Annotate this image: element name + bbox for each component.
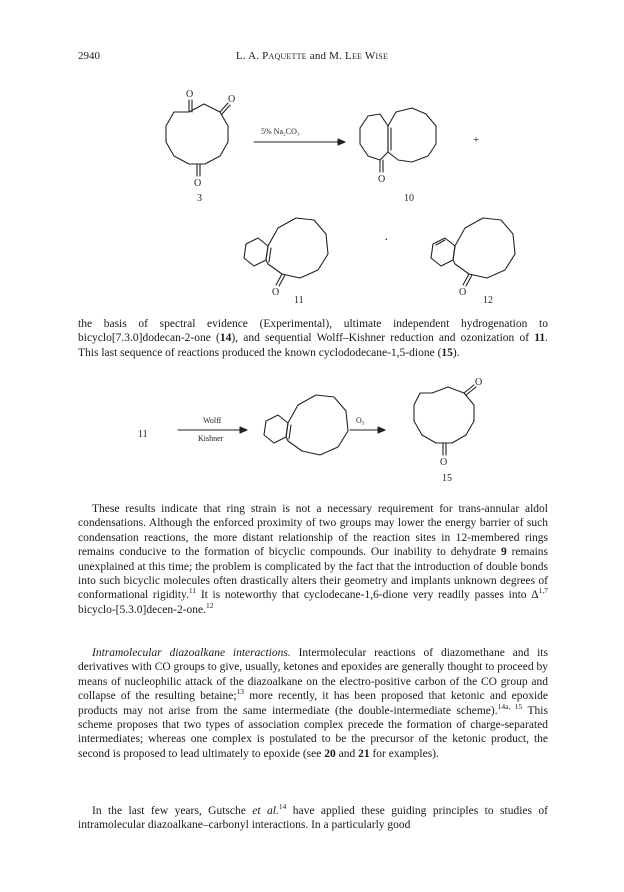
compound-ref-14: 14 <box>219 332 232 345</box>
paragraph-2-text-c: It is noteworthy that cyclodecane-1,6-dione very readily passes into Δ <box>196 589 539 602</box>
author2-name: Lee Wise <box>345 50 389 62</box>
paragraph-3-text-d: for examples). <box>369 747 439 760</box>
reaction-scheme-1 <box>0 78 624 313</box>
paragraph-1-text-d: ). <box>452 346 460 359</box>
arrow-head-2 <box>240 427 247 433</box>
plus-sign: + <box>473 134 480 146</box>
paragraph-4-text-a: In the last few years, Gutsche <box>92 805 253 817</box>
arrow-head-3 <box>378 427 385 433</box>
compound-10-structure <box>360 108 436 185</box>
paragraph-1-text-a: the basis of spectral evidence (Experimental), ultimate independent hydrogenation to bicyclo[7.3.0]dodecan-2-one ( <box>78 318 548 345</box>
wolff-label: Wolff <box>203 416 222 425</box>
author1-name: Paquette <box>262 50 307 62</box>
et-al: et al. <box>252 805 279 817</box>
paragraph-4-text-b: have applied these guiding principles to studies of intramolecular diazoalkane–carbonyl interactions. In a particularly good <box>78 805 548 832</box>
paragraph-2-text-b: remains unexplained at this time; the problem is complicated by the fact that the introduction of double bonds into such bicyclic molecules often drastically alters their geometry and implants unknown degrees of conformational rigidity. <box>78 546 548 602</box>
compound-ref-21: 21 <box>358 747 370 760</box>
reference-14a-15: 14a, 15 <box>497 701 523 711</box>
paragraph-3-text-and: and <box>335 747 359 760</box>
delta-superscript: 1,7 <box>538 586 548 596</box>
bicyclic-hydrocarbon-structure <box>264 395 348 455</box>
running-head <box>0 50 624 62</box>
section-heading: Intramolecular diazoalkane interactions. <box>92 647 291 659</box>
paragraph-2 <box>78 502 548 617</box>
reaction-scheme-2 <box>0 375 624 500</box>
compound-10-label: 10 <box>404 193 414 204</box>
paragraph-3-text-a: Intermolecular reactions of diazomethane and its derivatives with CO groups to give, usually, ketones and epoxides are generally thought to proceed by means of nucleophilic attack of the diazoalkane on the electro-positive carbon of the CO group and collapse of the resulting betaine; <box>78 647 548 703</box>
oxygen-label-3c: O <box>194 178 202 189</box>
reference-13: 13 <box>236 687 245 697</box>
compound-ref-15: 15 <box>441 346 453 359</box>
oxygen-label-15a: O <box>475 377 483 388</box>
compound-ref-20: 20 <box>324 747 336 760</box>
compound-11-structure <box>244 218 328 298</box>
paragraph-3 <box>78 646 548 761</box>
reference-12: 12 <box>206 601 214 611</box>
compound-11-label: 11 <box>294 295 304 306</box>
compound-15-structure <box>414 377 482 468</box>
scheme-2-start-label: 11 <box>138 429 148 440</box>
arrow-head-1 <box>338 139 345 145</box>
paragraph-1-text-b: ), and sequential Wolff–Kishner reduction and ozonization of <box>231 332 535 345</box>
paragraph-4 <box>78 804 548 833</box>
oxygen-label-11: O <box>272 287 280 298</box>
separator-dot: · <box>384 233 389 248</box>
compound-15-label: 15 <box>442 473 452 484</box>
compound-ref-9: 9 <box>500 546 507 559</box>
reference-11: 11 <box>188 586 197 596</box>
oxygen-label-10: O <box>378 174 386 185</box>
oxygen-label-12: O <box>459 287 467 298</box>
compound-3-label: 3 <box>197 193 202 204</box>
paragraph-3-text-b: more recently, it has been proposed that ketonic and epoxide products may not arise from the same intermediate (the double-intermediate scheme). <box>78 690 548 717</box>
compound-12-label: 12 <box>483 295 493 306</box>
paragraph-1 <box>78 317 548 360</box>
page-number: 2940 <box>78 50 100 62</box>
paragraph-3-text-c: This scheme proposes that two types of association complex precede the formation of charge-separated intermediates; whereas one complex is postulated to be the precursor of the ketonic product, the second is proposed to lead ultimately to epoxide (see <box>78 704 548 760</box>
oxygen-label-15b: O <box>440 457 448 468</box>
kishner-label: Kishner <box>198 434 224 443</box>
paragraph-2-text-a: These results indicate that ring strain is not a necessary requirement for trans-annular aldol condensations. Although the enforced proximity of two groups may lower the energy barrier of such condensation reactions, the more distant relationship of the reaction sites in 12-membered rings remains conducive to the formation of bicyclic compounds. Our inability to dehydrate <box>78 503 548 559</box>
authors-mid: and M. <box>306 50 346 62</box>
reference-14: 14 <box>278 802 287 812</box>
paragraph-2-text-d: bicyclo-[5.3.0]decen-2-one. <box>78 603 207 616</box>
compound-12-structure <box>431 218 515 298</box>
oxygen-label-3b: O <box>228 94 236 105</box>
reagent-label: 5% Na₂CO₃ <box>261 127 300 136</box>
oxygen-label-3a: O <box>186 89 194 100</box>
paragraph-1-text-c: . This last sequence of reactions produced the known cyclododecane-1,5-dione ( <box>78 332 548 359</box>
ozone-label: O₃ <box>356 416 365 425</box>
compound-ref-11: 11 <box>534 332 546 345</box>
authors-prefix: L. A. <box>235 50 263 62</box>
compound-3-structure <box>166 89 235 189</box>
